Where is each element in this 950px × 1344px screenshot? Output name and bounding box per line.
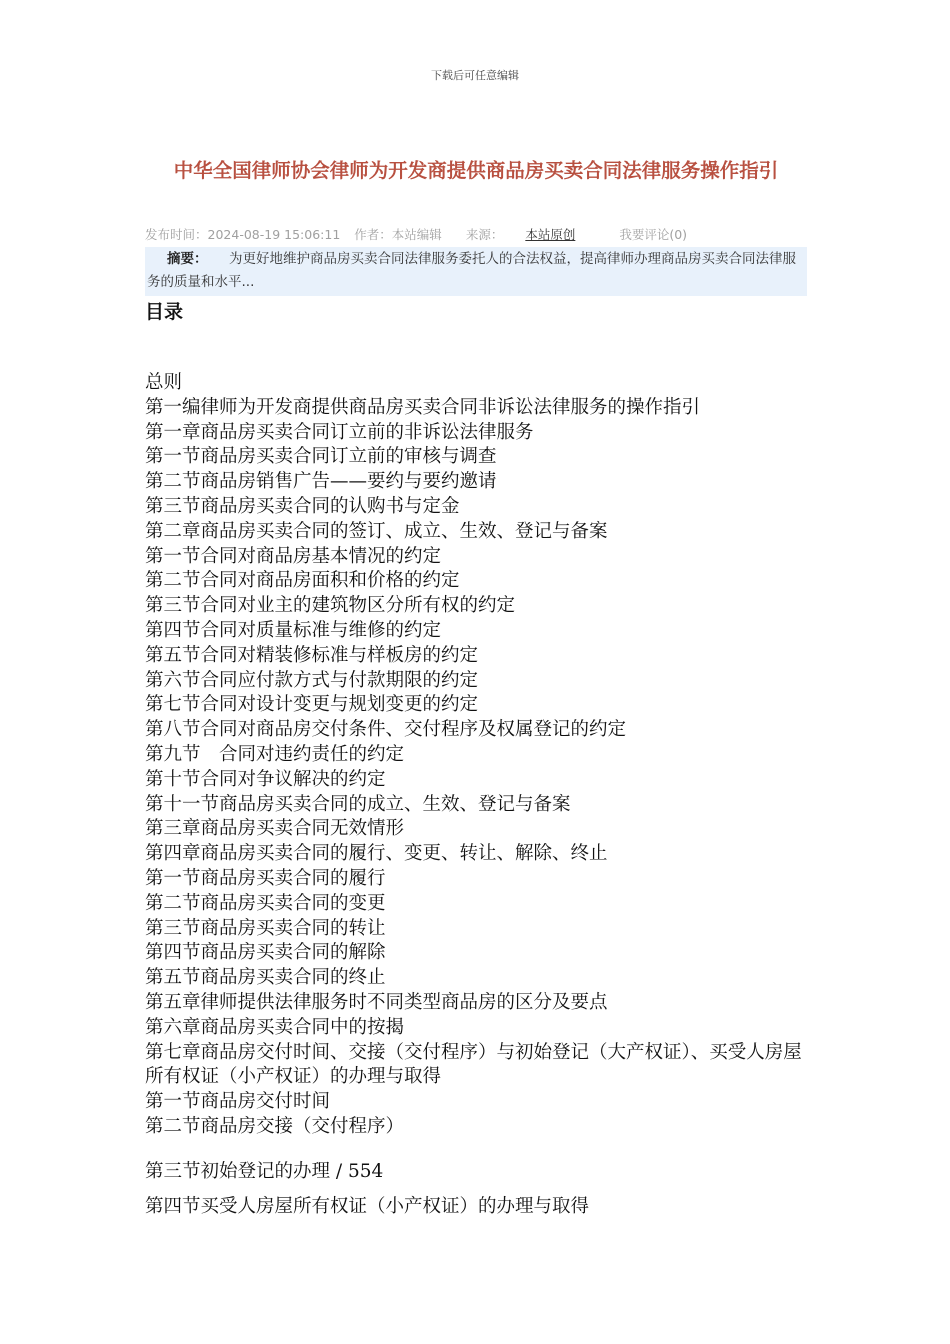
toc-item: 第二节商品房交接（交付程序） bbox=[145, 1115, 405, 1137]
toc-item: 第十节合同对争议解决的约定 bbox=[145, 768, 386, 790]
toc-list bbox=[145, 371, 815, 1140]
toc-item: 总则 bbox=[145, 372, 183, 393]
toc-item: 第二节合同对商品房面积和价格的约定 bbox=[145, 570, 460, 592]
toc-item: 第五章律师提供法律服务时不同类型商品房的区分及要点 bbox=[145, 991, 608, 1013]
toc-item: 第一节商品房买卖合同订立前的审核与调查 bbox=[145, 446, 497, 468]
toc-item: 第二章商品房买卖合同的签订、成立、生效、登记与备案 bbox=[145, 520, 608, 542]
toc-item: 第十一节商品房买卖合同的成立、生效、登记与备案 bbox=[145, 793, 571, 815]
comment-link[interactable]: 我要评论(0) bbox=[619, 227, 688, 242]
toc-item: 第三章商品房买卖合同无效情形 bbox=[145, 818, 405, 840]
download-note: 下载后可任意编辑 bbox=[431, 69, 519, 82]
toc-item: 第二节商品房销售广告——要约与要约邀请 bbox=[145, 471, 497, 493]
toc-item: 第九节 合同对违约责任的约定 bbox=[145, 743, 405, 765]
toc-item: 第三节商品房买卖合同的转让 bbox=[145, 917, 386, 939]
toc-item: 第六节合同应付款方式与付款期限的约定 bbox=[145, 669, 479, 691]
article-title: 中华全国律师协会律师为开发商提供商品房买卖合同法律服务操作指引 bbox=[173, 159, 779, 182]
toc-item: 第一节合同对商品房基本情况的约定 bbox=[145, 545, 442, 567]
toc-item: 第四节商品房买卖合同的解除 bbox=[145, 942, 386, 964]
toc-item-buyer-certificate: 第四节买受人房屋所有权证（小产权证）的办理与取得 bbox=[145, 1196, 590, 1217]
toc-heading: 目录 bbox=[145, 301, 184, 323]
article-meta bbox=[145, 225, 807, 243]
toc-item: 第一章商品房买卖合同订立前的非诉讼法律服务 bbox=[145, 421, 534, 443]
toc-item-initial-registration: 第三节初始登记的办理 / 554 bbox=[145, 1161, 384, 1182]
published-value: 2024-08-19 15:06:11 bbox=[207, 227, 341, 242]
toc-item: 第四节合同对质量标准与维修的约定 bbox=[145, 619, 442, 641]
toc-item: 第二节商品房买卖合同的变更 bbox=[145, 892, 386, 914]
toc-item: 第三节合同对业主的建筑物区分所有权的约定 bbox=[145, 595, 516, 617]
author-label: 作者： bbox=[354, 227, 392, 242]
toc-item: 第一节商品房买卖合同的履行 bbox=[145, 867, 386, 889]
toc-item: 第六章商品房买卖合同中的按揭 bbox=[145, 1016, 405, 1038]
toc-item: 第八节合同对商品房交付条件、交付程序及权属登记的约定 bbox=[145, 719, 627, 741]
source-link[interactable]: 本站原创 bbox=[525, 227, 576, 242]
toc-item: 第一节商品房交付时间 bbox=[145, 1091, 331, 1113]
source-label: 来源： bbox=[465, 227, 504, 242]
summary-text: 为更好地维护商品房买卖合同法律服务委托人的合法权益，提高律师办理商品房买卖合同法律服务的质量和水平... bbox=[147, 251, 796, 290]
author-value: 本站编辑 bbox=[391, 227, 442, 242]
toc-item: 第七章商品房交付时间、交接（交付程序）与初始登记（大产权证）、买受人房屋所有权证（小产权证）的办理与取得 bbox=[145, 1041, 802, 1088]
toc-item: 第一编律师为开发商提供商品房买卖合同非诉讼法律服务的操作指引 bbox=[145, 396, 701, 418]
toc-item: 第七节合同对设计变更与规划变更的约定 bbox=[145, 694, 479, 716]
toc-item: 第五节合同对精装修标准与样板房的约定 bbox=[145, 644, 479, 666]
summary-label: 摘要： bbox=[167, 251, 208, 267]
article-summary bbox=[145, 247, 807, 296]
toc-item: 第四章商品房买卖合同的履行、变更、转让、解除、终止 bbox=[145, 843, 608, 865]
published-label: 发布时间： bbox=[145, 227, 208, 242]
toc-item: 第五节商品房买卖合同的终止 bbox=[145, 967, 386, 989]
toc-item: 第三节商品房买卖合同的认购书与定金 bbox=[145, 495, 460, 517]
